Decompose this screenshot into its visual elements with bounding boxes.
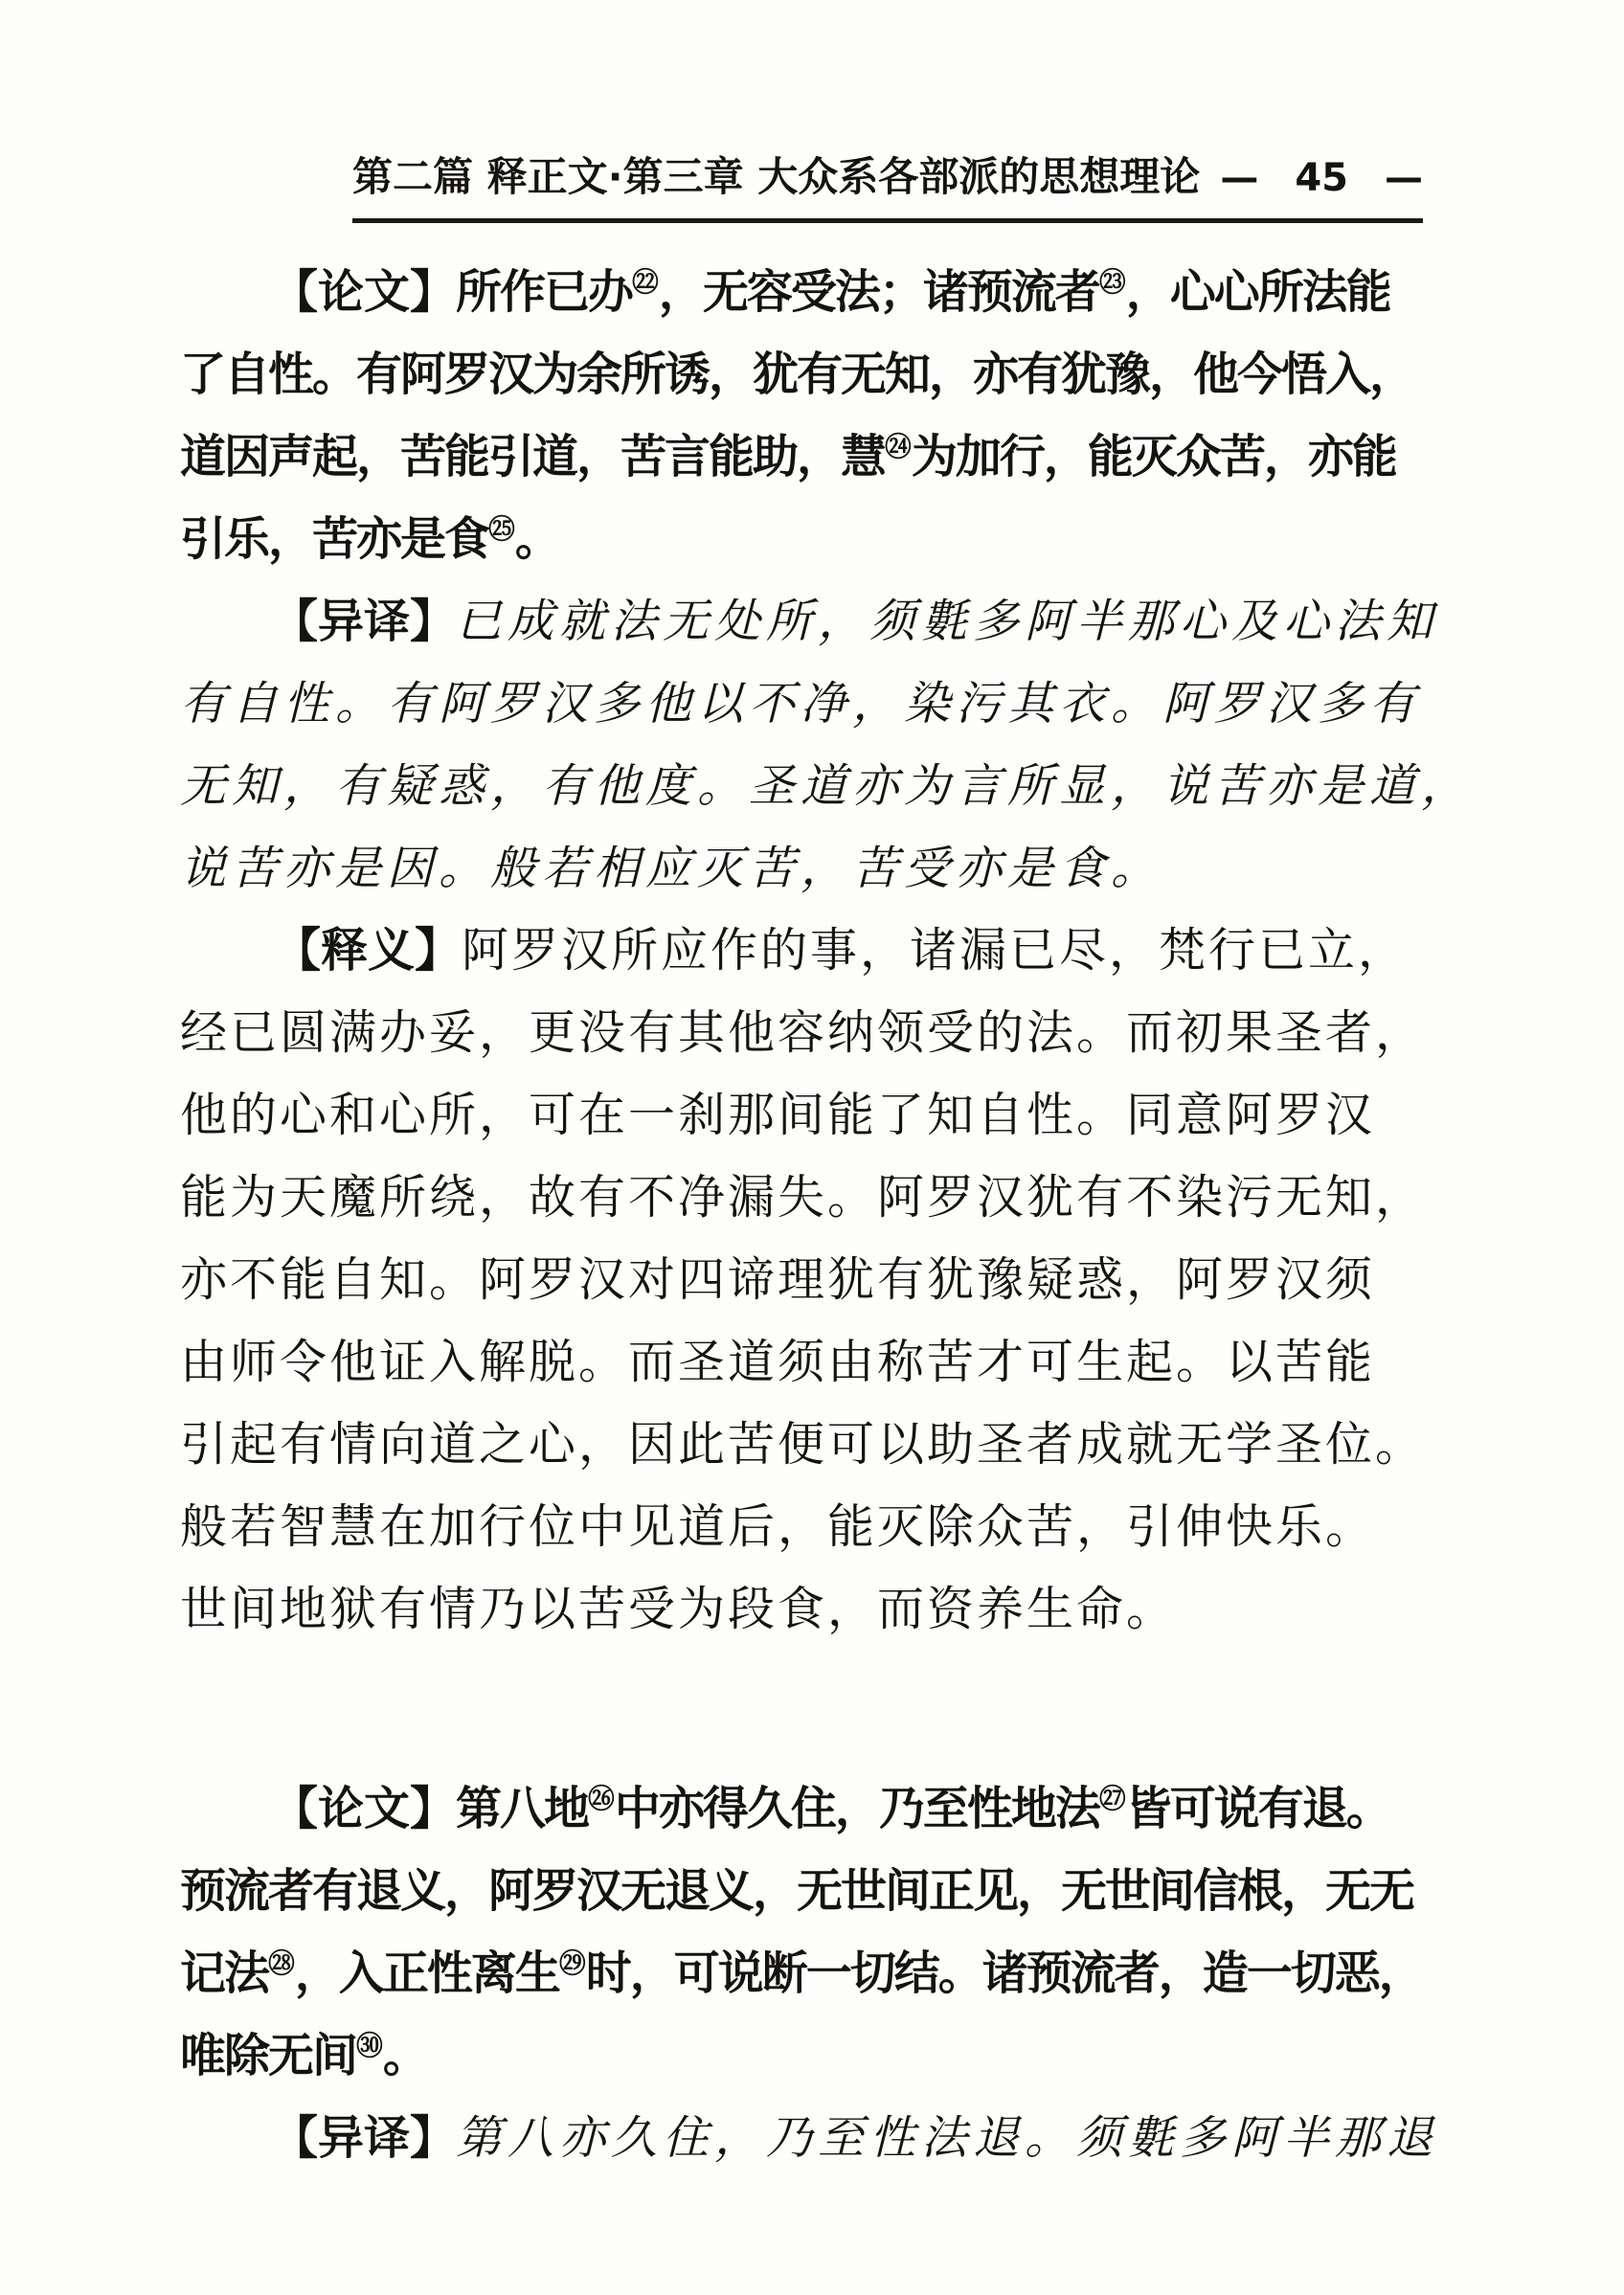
text-line: 道因声起，苦能引道，苦言能助，慧$^㉔$为加行，能灭众苦，亦能 <box>180 430 1396 484</box>
paragraph-yiyi-1 <box>180 580 1474 910</box>
text-line: 了自性。有阿罗汉为余所诱，犹有无知，亦有犹豫，他今悟入， <box>180 348 1414 401</box>
paragraph-yiyi-2 <box>180 2097 1469 2179</box>
text-line: 有自性。有阿罗汉多他以不净，染污其衣。阿罗汉多有 <box>180 677 1422 731</box>
text-line: 说苦亦是因。般若相应灭苦，苦受亦是食。 <box>180 842 1163 895</box>
text-body <box>180 251 1474 2179</box>
page-number: 45 <box>1295 156 1348 200</box>
page-number-dash-right: — <box>1385 156 1423 200</box>
text-line: 预流者有退义，阿罗汉无退义，无世间正见，无世间信根，无无 <box>180 1864 1414 1918</box>
text-line: 引起有情向道之心，因此苦便可以助圣者成就无学圣位。 <box>180 1417 1426 1472</box>
paragraph-lunwen-1 <box>180 251 1469 580</box>
paragraph-shiyi-1 <box>180 910 1469 1651</box>
text-line: 世间地狱有情乃以苦受为段食，而资养生命。 <box>180 1582 1177 1636</box>
text-line: 能为天魔所绕，故有不净漏失。阿罗汉犹有不染污无知， <box>180 1170 1426 1225</box>
text-line: 唯除无间$^㉚$。 <box>180 2029 427 2082</box>
text-line: 引乐，苦亦是食$^㉕$。 <box>180 512 559 566</box>
text-line: 【释义】阿罗汉所应作的事，诸漏已尽，梵行已立， <box>274 923 1409 978</box>
text-line: 记法$^㉘$，入正性离生$^㉙$时，可说断一切结。诸预流者，造一切恶， <box>180 1946 1423 2000</box>
paragraph-lunwen-2 <box>180 1767 1469 2097</box>
text-line: 经已圆满办妥，更没有其他容纳领受的法。而初果圣者， <box>180 1005 1426 1060</box>
running-header-title: 第二篇 释正文·第三章 大众系各部派的思想理论 <box>352 153 1201 200</box>
text-line: 无知，有疑惑，有他度。圣道亦为言所显，说苦亦是道， <box>180 759 1474 813</box>
text-line: 般若智慧在加行位中见道后，能灭除众苦，引伸快乐。 <box>180 1499 1376 1554</box>
text-line: 【论文】第八地$^㉖$中亦得久住，乃至性地法$^㉗$皆可说有退。 <box>272 1782 1390 1835</box>
page-number-group <box>1220 156 1423 200</box>
text-line: 【论文】所作已办$^㉒$，无容受法；诸预流者$^㉓$，心心所法能 <box>272 265 1390 319</box>
text-line: 【异译】已成就法无处所，须氀多阿半那心及心法知 <box>272 595 1439 648</box>
text-line: 他的心和心所，可在一刹那间能了知自性。同意阿罗汉 <box>180 1088 1376 1142</box>
text-line: 由师令他证入解脱。而圣道须由称苦才可生起。以苦能 <box>180 1335 1376 1389</box>
running-header <box>352 146 1423 223</box>
page-number-dash-left: — <box>1220 156 1259 200</box>
text-line: 亦不能自知。阿罗汉对四谛理犹有犹豫疑惑，阿罗汉须 <box>180 1252 1376 1307</box>
text-line: 【异译】第八亦久住，乃至性法退。须氀多阿半那退 <box>272 2111 1439 2165</box>
